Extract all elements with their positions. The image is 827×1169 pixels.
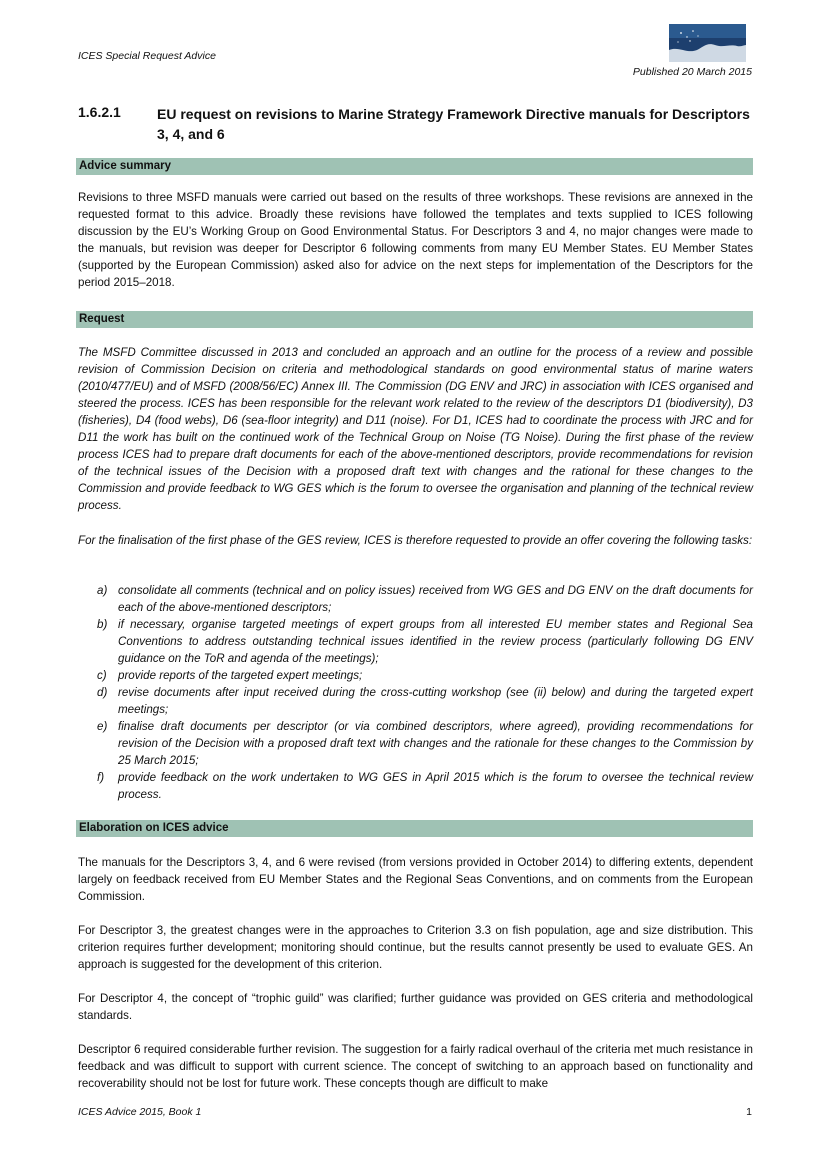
list-item-text: revise documents after input received during the cross-cutting workshop (see (ii) below) and during the targeted expert meetings; — [118, 686, 753, 716]
published-date: Published 20 March 2015 — [632, 66, 752, 78]
list-item — [78, 582, 753, 616]
elaboration-paragraph-1: The manuals for the Descriptors 3, 4, and 6 were revised (from versions provided in October 2014) to differing extents, dependent largely on feedback received from EU Member States and the Regional Seas Conventions, and on comments from the European Commission. — [78, 856, 753, 903]
section-number: 1.6.2.1 — [78, 104, 121, 120]
elaboration-paragraph-3: For Descriptor 4, the concept of “trophic guild” was clarified; further guidance was provided on GES criteria and methodological standards. — [78, 992, 753, 1022]
request-paragraph-1: The MSFD Committee discussed in 2013 and concluded an approach and an outline for the process of a review and possible revision of Commission Decision on criteria and methodological standards on good environmental status of marine waters (2010/477/EU) and of MSFD (2008/56/EC) Annex III. The Commission (DG ENV and JRC) in association with ICES organised and steered the process. ICES has been responsible for the relevant work related to the review of the descriptors D1 (biodiversity), D3 (fisheries), D4 (food webs), D6 (sea-floor integrity) and D11 (noise). For D1, ICES had to coordinate the process with JRC and for D11 the work has built on the continued work of the Technical Group on Noise (TG Noise). During the first phase of the review process ICES had to prepare draft documents for each of the above-mentioned descriptors, provide recommendations for revision of the technical issues of the Decision with a proposed draft text with changes and the rational for these changes to the Commission and provide feedback to WG GES which is the forum to oversee the organisation and planning of the technical review process. — [78, 346, 753, 512]
list-item-text: provide reports of the targeted expert meetings; — [118, 669, 363, 682]
list-item-text: consolidate all comments (technical and on policy issues) received from WG GES and DG ENV on the draft documents for each of the above-mentioned descriptors; — [118, 584, 753, 614]
list-marker: f) — [97, 771, 105, 784]
list-item — [78, 684, 753, 718]
list-marker: a) — [97, 584, 108, 597]
page-title: EU request on revisions to Marine Strategy Framework Directive manuals for Descriptors 3, 4, and 6 — [157, 106, 750, 142]
list-item — [78, 718, 753, 769]
footer-source: ICES Advice 2015, Book 1 — [78, 1106, 202, 1118]
list-item-text: if necessary, organise targeted meetings of expert groups from all interested EU member states and Regional Sea Conventions to address outstanding technical issues identified in the review process (particularly following DG ENV guidance on the ToR and agenda of the meetings); — [118, 618, 753, 665]
list-item — [78, 667, 753, 684]
list-item — [78, 616, 753, 667]
section-heading-advice-summary: Advice summary — [76, 158, 753, 175]
header-series: ICES Special Request Advice — [78, 50, 216, 62]
list-marker: b) — [97, 618, 108, 631]
list-marker: d) — [97, 686, 108, 699]
ices-logo-icon — [669, 24, 746, 62]
list-item-text: provide feedback on the work undertaken to WG GES in April 2015 which is the forum to oversee the technical review process. — [118, 771, 753, 801]
list-marker: e) — [97, 720, 108, 733]
elaboration-paragraph-2: For Descriptor 3, the greatest changes were in the approaches to Criterion 3.3 on fish population, age and size distribution. This criterion requires further development; monitoring should continue, but the results cannot presently be used to evaluate GES. An approach is suggested for the development of this criterion. — [78, 924, 753, 971]
advice-summary-text: Revisions to three MSFD manuals were carried out based on the results of three workshops. These revisions are annexed in the requested format to this advice. Broadly these revisions have followed the templates and texts supplied to ICES following discussion by the EU’s Working Group on Good Environmental Status. For Descriptors 3 and 4, no major changes were made to the manuals, but revision was deeper for Descriptor 6 following comments from many EU Member States. EU Member States (supported by the European Commission) asked also for advice on the next steps for implementation of the Descriptors for the period 2015–2018. — [78, 191, 753, 289]
request-paragraph-2: For the finalisation of the first phase of the GES review, ICES is therefore requested to provide an offer covering the following tasks: — [78, 534, 753, 547]
section-heading-elaboration: Elaboration on ICES advice — [76, 820, 753, 837]
list-item — [78, 769, 753, 803]
page-number: 1 — [746, 1106, 752, 1118]
section-heading-request: Request — [76, 311, 753, 328]
elaboration-paragraph-4: Descriptor 6 required considerable further revision. The suggestion for a fairly radical overhaul of the criteria met much resistance in feedback and was difficult to support with current science. The concept of switching to an approach based on functionality and recoverability should not be lost for future work. These concepts though are difficult to make — [78, 1043, 753, 1090]
list-item-text: finalise draft documents per descriptor (or via combined descriptors, where agreed), providing recommendations for revision of the Decision with a proposed draft text with changes and the rationale for these changes to the Commission by 25 March 2015; — [118, 720, 753, 767]
list-marker: c) — [97, 669, 107, 682]
request-task-list — [78, 582, 753, 803]
